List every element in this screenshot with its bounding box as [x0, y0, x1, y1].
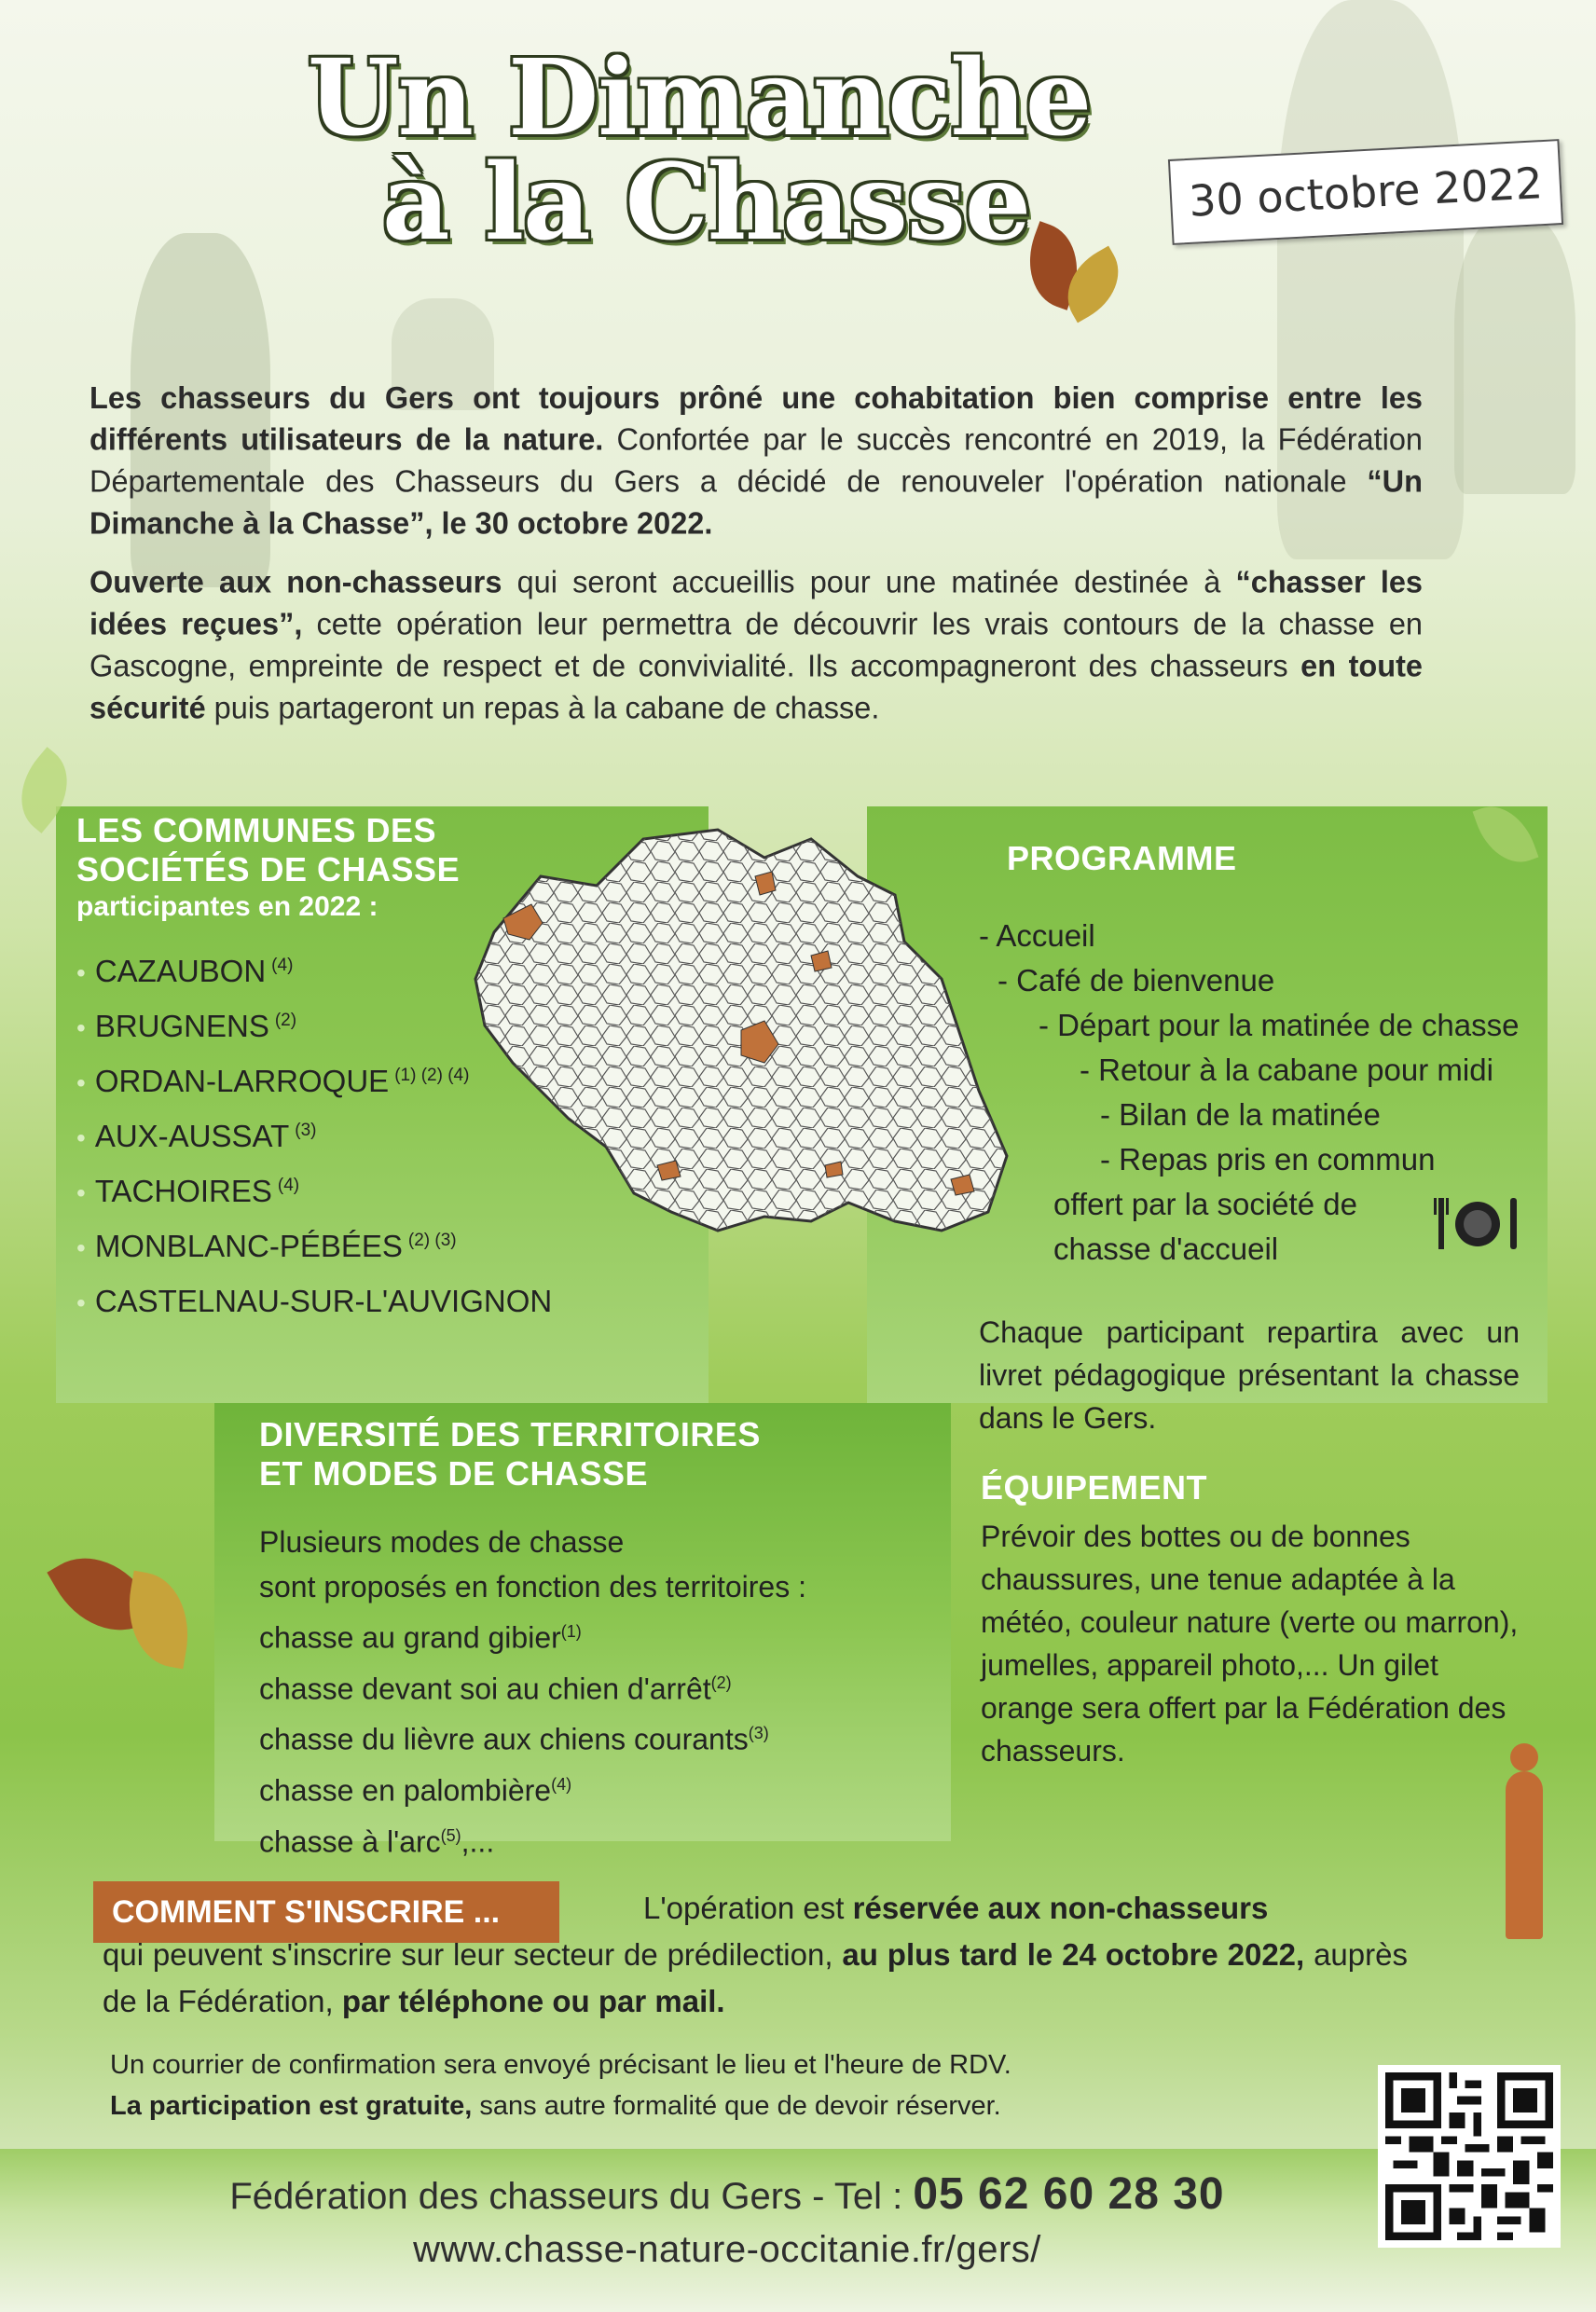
programme-note: Chaque participant repartira avec un livret pédagogique présentant la chasse dans le Gers. [979, 1315, 1520, 1435]
communes-subheading: participantes en 2022 : [76, 891, 378, 922]
inscription-confirmation: Un courrier de confirmation sera envoyé précisant le lieu et l'heure de RDV. [110, 2050, 1011, 2080]
diversite-section [231, 1415, 940, 1864]
communes-heading-1: LES COMMUNES DES [76, 811, 437, 849]
list-item: chasse d'accueil [1053, 1232, 1279, 1266]
equipement-heading: ÉQUIPEMENT [981, 1468, 1208, 1507]
cutlery-plate-icon [1431, 1193, 1524, 1254]
list-item: • ORDAN-LARROQUE $^{(1) (2) (4)}$ [76, 1064, 470, 1098]
inscription-text: L'opération est réservée aux non-chasseurs qui peuvent s'inscrire sur leur secteur de prédilection, au plus tard le 24 octobre 2022, auprès de la Fédération, par téléphone ou par mail. [103, 1891, 1408, 2018]
list-item: - Café de bienvenue [998, 963, 1275, 998]
intro-p1-bold: Les chasseurs du Gers ont toujours prôné une cohabitation bien comprise entre les différents utilisateurs de la nature. [89, 380, 1423, 457]
phone-number[interactable]: 05 62 60 28 30 [913, 2169, 1225, 2219]
hunter-silhouette-far-right [1454, 214, 1575, 494]
intro-p1-text: Confortée par le succès rencontré en 2019, la Fédération Départementale des Chasseurs du Gers a décidé de renouveler l'opération nationale [89, 422, 1423, 499]
inscription-free: La participation est gratuite, sans autre formalité que de devoir réserver. [110, 2091, 1001, 2121]
list-item: - Retour à la cabane pour midi [1080, 1053, 1493, 1087]
hunter-head [1510, 1743, 1538, 1771]
intro-p2-bold-1: Ouverte aux non-chasseurs [89, 565, 502, 599]
intro-text [89, 377, 1423, 746]
diversite-text [231, 1520, 940, 1864]
list-item: - Repas pris en commun [1100, 1142, 1436, 1177]
list-item: - Accueil [979, 918, 1095, 953]
list-item: chasse du lièvre aux chiens courants$^{(3)}$ [259, 1722, 769, 1756]
qr-code-icon[interactable] [1378, 2065, 1561, 2248]
list-item: chasse devant soi au chien d'arrêt$^{(2)}$ [259, 1672, 732, 1706]
list-item: • CAZAUBON $^{(4)}$ [76, 954, 294, 988]
list-item: • AUX-AUSSAT $^{(3)}$ [76, 1119, 317, 1153]
diversite-intro-2: sont proposés en fonction des territoires : [259, 1570, 806, 1603]
diversite-heading-1: DIVERSITÉ DES TERRITOIRES [259, 1415, 761, 1453]
intro-p2-bold-2: “chasser les idées reçues”, [89, 565, 1423, 641]
gers-communes-map [457, 820, 1016, 1259]
diversite-intro-1: Plusieurs modes de chasse [259, 1525, 625, 1559]
intro-paragraph-1 [89, 377, 1423, 544]
inscription-label: COMMENT S'INSCRIRE ... [93, 1881, 559, 1943]
list-item: chasse en palombière$^{(4)}$ [259, 1773, 572, 1808]
inscription-details [110, 2044, 1322, 2126]
intro-p2-bold-3: en toute sécurité [89, 648, 1423, 725]
hunter-silhouette-orange [1506, 1771, 1543, 1939]
equipement-text: Prévoir des bottes ou de bonnes chaussures, une tenue adaptée à la météo, couleur nature (verte ou marron), jumelles, appareil photo,... Un gilet orange sera offert par la Fédération des chasseurs. [981, 1520, 1519, 1768]
list-item: - Bilan de la matinée [1100, 1097, 1381, 1132]
intro-p2-text-1: qui seront accueillis pour une matinée destinée à [502, 565, 1236, 599]
list-item: chasse à l'arc$^{(5)}$,... [259, 1824, 495, 1859]
programme-section [979, 839, 1538, 1439]
title-line-1: Un Dimanche [308, 37, 1092, 159]
page-title [308, 37, 1147, 264]
programme-heading: PROGRAMME [1007, 839, 1237, 877]
list-item: • CASTELNAU-SUR-L'AUVIGNON [76, 1284, 553, 1318]
list-item: chasse au grand gibier$^{(1)}$ [259, 1620, 582, 1655]
date-badge: 30 octobre 2022 [1168, 139, 1563, 245]
footer [121, 2168, 1333, 2276]
list-item: • BRUGNENS $^{(2)}$ [76, 1009, 297, 1043]
list-item: • TACHOIRES $^{(4)}$ [76, 1174, 300, 1208]
website-link[interactable]: www.chasse-nature-occitanie.fr/gers/ [413, 2229, 1041, 2270]
footer-contact: Fédération des chasseurs du Gers - Tel : 05 62 60 28 30 [229, 2169, 1225, 2219]
list-item: offert par la société de [1053, 1187, 1357, 1221]
intro-paragraph-2 [89, 561, 1423, 729]
intro-p1-end-bold: “Un Dimanche à la Chasse”, le 30 octobre 2022. [89, 463, 1423, 541]
title-line-2: à la Chasse [382, 142, 1031, 264]
communes-heading-2: SOCIÉTÉS DE CHASSE [76, 850, 461, 888]
intro-p2-text-3: puis partageront un repas à la cabane de chasse. [205, 690, 880, 725]
diversite-heading-2: ET MODES DE CHASSE [259, 1454, 649, 1493]
leaf-icon [118, 1571, 198, 1670]
list-item: - Départ pour la matinée de chasse [1039, 1008, 1520, 1042]
equipement-section [981, 1468, 1521, 1772]
intro-p2-text-2: cette opération leur permettra de découvrir les vrais contours de la chasse en Gascogne, empreinte de respect et de convivialité. Ils accompagneront des chasseurs [89, 606, 1423, 683]
list-item: • MONBLANC-PÉBÉES $^{(2) (3)}$ [76, 1229, 457, 1263]
